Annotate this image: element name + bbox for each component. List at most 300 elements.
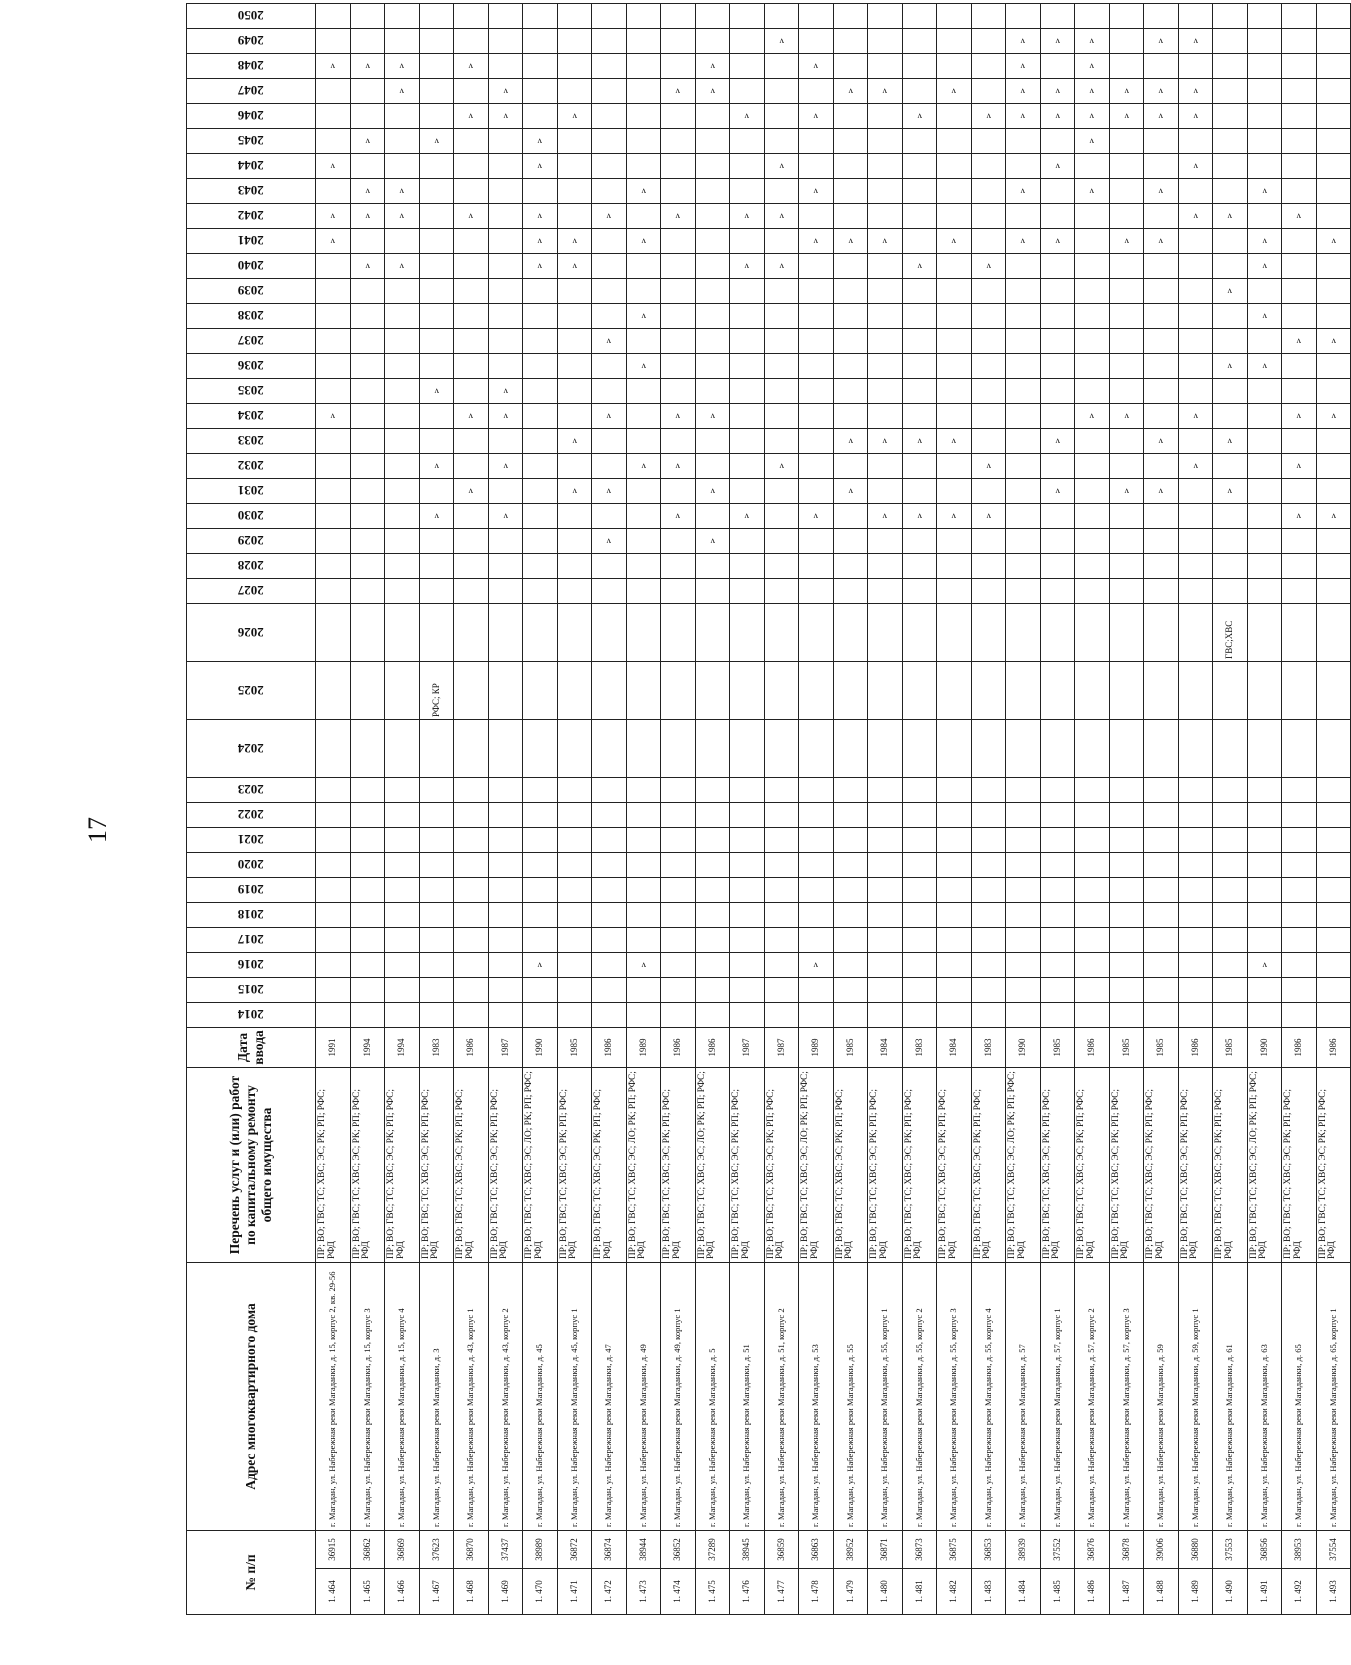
year-cell [488,828,523,853]
year-cell [661,379,696,404]
check-mark: v [537,261,542,272]
year-cell [1247,329,1282,354]
year-cell [1178,1003,1213,1028]
year-cell [1075,903,1110,928]
year-cell [488,179,523,204]
year-cell [764,79,799,104]
header-year-label: 2050 [238,7,264,23]
year-cell [454,279,489,304]
year-cell [695,354,730,379]
year-cell [557,454,592,479]
year-cell [1144,853,1179,878]
year-cell [661,29,696,54]
year-cell [902,179,937,204]
check-mark: v [848,436,853,447]
year-cell [937,828,972,853]
year-cell [350,304,385,329]
check-mark: v [606,411,611,422]
year-cell [868,379,903,404]
year-cell [937,803,972,828]
header-year [187,129,316,154]
house-address: г. Магадан, ул. Набережная реки Магаданки, д. 15, корпус 4 [385,1263,420,1531]
year-cell [764,1003,799,1028]
year-cell [1144,204,1179,229]
check-mark: v [537,236,542,247]
year-cell [1075,928,1110,953]
service-list: ПР; ВО; ГВС; ТС; ХВС; ЭС; РК; РП; РФС; РФД [1282,1068,1317,1263]
house-address: г. Магадан, ул. Набережная реки Магаданки, д. 55, корпус 4 [971,1263,1006,1531]
year-cell [350,1003,385,1028]
year-cell [350,279,385,304]
commission-date: 1983 [902,1028,937,1068]
year-cell [557,354,592,379]
year-cell [971,828,1006,853]
header-year [187,104,316,129]
house-id: 37553 [1213,1531,1248,1569]
year-cell [557,978,592,1003]
year-cell [385,229,420,254]
year-cell [1178,254,1213,279]
check-mark: v [1227,436,1232,447]
year-cell [1316,662,1351,720]
check-mark: v [779,461,784,472]
year-cell [350,978,385,1003]
year-cell [799,479,834,504]
year-cell [1282,953,1317,978]
header-year [187,29,316,54]
commission-date: 1987 [730,1028,765,1068]
year-cell [1006,104,1041,129]
year-cell [385,254,420,279]
year-cell [902,928,937,953]
year-cell [1144,54,1179,79]
year-cell [592,928,627,953]
year-cell [1144,778,1179,803]
check-mark: v [365,186,370,197]
year-cell [764,828,799,853]
year-cell [316,978,351,1003]
year-cell [1282,662,1317,720]
year-cell [454,803,489,828]
year-cell [971,179,1006,204]
commission-date: 1986 [1075,1028,1110,1068]
header-year-label: 2041 [238,232,264,248]
commission-date: 1985 [1213,1028,1248,1068]
commission-date: 1987 [764,1028,799,1068]
year-cell [661,504,696,529]
year-cell [419,179,454,204]
commission-date: 1987 [488,1028,523,1068]
year-cell [1316,29,1351,54]
year-cell [592,978,627,1003]
year-cell [799,853,834,878]
year-cell [523,79,558,104]
year-cell [488,1003,523,1028]
check-mark: v [882,436,887,447]
year-cell [316,579,351,604]
year-cell [1144,828,1179,853]
year-cell [1282,254,1317,279]
year-cell [419,329,454,354]
year-cell [937,329,972,354]
year-cell [626,853,661,878]
service-list: ПР; ВО; ГВС; ТС; ХВС; ЭС; РК; РП; РФС; РФД [971,1068,1006,1263]
year-cell [868,878,903,903]
year-cell [316,504,351,529]
year-cell [833,4,868,29]
year-cell [316,803,351,828]
year-cell [1247,1003,1282,1028]
year-cell [488,29,523,54]
year-cell [799,529,834,554]
year-cell [1316,803,1351,828]
year-cell [1144,903,1179,928]
year-cell [557,479,592,504]
year-cell [1178,803,1213,828]
commission-date: 1994 [385,1028,420,1068]
house-id: 36875 [937,1531,972,1569]
year-cell [350,554,385,579]
year-cell [626,379,661,404]
service-list: ПР; ВО; ГВС; ТС; ХВС; ЭС; РК; РП; РФС; РФД [1144,1068,1179,1263]
year-cell [557,504,592,529]
service-list: ПР; ВО; ГВС; ТС; ХВС; ЭС; ЛО; РК; РП; РФС; РФД [1247,1068,1282,1263]
year-cell [1006,154,1041,179]
year-cell [1178,778,1213,803]
commission-date: 1985 [557,1028,592,1068]
row-number: 1. 492 [1282,1569,1317,1615]
row-number: 1. 473 [626,1569,661,1615]
year-cell [971,579,1006,604]
year-cell [557,254,592,279]
year-cell [1109,79,1144,104]
house-address: г. Магадан, ул. Набережная реки Магаданки, д. 49 [626,1263,661,1531]
year-cell [1282,54,1317,79]
check-mark: v [917,511,922,522]
year-cell [488,104,523,129]
year-cell [350,604,385,662]
year-cell [1247,454,1282,479]
year-cell [868,29,903,54]
year-cell [833,229,868,254]
year-cell [454,720,489,778]
header-num: № п/п [187,1531,316,1615]
year-cell [626,604,661,662]
year-cell [316,379,351,404]
year-cell [799,254,834,279]
year-cell [1316,878,1351,903]
header-year [187,404,316,429]
year-cell [764,29,799,54]
year-cell [937,354,972,379]
year-cell [1075,803,1110,828]
header-year [187,554,316,579]
year-cell [695,304,730,329]
year-cell [350,154,385,179]
year-cell [937,429,972,454]
check-mark: v [1089,86,1094,97]
year-cell [799,354,834,379]
year-cell [1282,878,1317,903]
year-cell [937,254,972,279]
year-cell [1040,154,1075,179]
year-cell [764,379,799,404]
year-cell [695,179,730,204]
table-row [316,4,351,1615]
year-cell [419,379,454,404]
house-id: 36862 [350,1531,385,1569]
year-cell [1282,454,1317,479]
year-cell [316,778,351,803]
year-cell [937,454,972,479]
year-cell [1282,179,1317,204]
year-cell [626,554,661,579]
year-cell [1075,379,1110,404]
year-cell [833,878,868,903]
year-cell [454,129,489,154]
year-cell [1213,878,1248,903]
year-cell [1316,4,1351,29]
check-mark: v [1055,236,1060,247]
house-id: 38952 [833,1531,868,1569]
year-cell [1040,454,1075,479]
year-cell [592,29,627,54]
year-cell [1247,79,1282,104]
year-cell [971,479,1006,504]
year-cell [385,554,420,579]
check-mark: v [1055,436,1060,447]
year-cell [316,1003,351,1028]
service-list: ПР; ВО; ГВС; ТС; ХВС; ЭС; РК; РП; РФС; РФД [419,1068,454,1263]
commission-date: 1986 [454,1028,489,1068]
year-cell [488,662,523,720]
check-mark: v [503,386,508,397]
year-cell [764,479,799,504]
year-cell [695,1003,730,1028]
year-cell [350,454,385,479]
year-cell [454,254,489,279]
row-number: 1. 469 [488,1569,523,1615]
row-number: 1. 493 [1316,1569,1351,1615]
check-mark: v [1262,311,1267,322]
year-cell [626,978,661,1003]
year-cell [1178,354,1213,379]
header-year [187,1003,316,1028]
year-cell [695,379,730,404]
year-cell [1040,529,1075,554]
header-year-label: 2023 [238,781,264,797]
year-cell [1316,329,1351,354]
year-cell [592,429,627,454]
year-cell [523,928,558,953]
check-mark: v [675,211,680,222]
year-cell [764,878,799,903]
house-address: г. Магадан, ул. Набережная реки Магаданки, д. 55, корпус 1 [868,1263,903,1531]
year-cell [626,279,661,304]
year-cell [1213,154,1248,179]
year-cell [971,778,1006,803]
check-mark: v [882,236,887,247]
check-mark: v [434,511,439,522]
year-cell [350,878,385,903]
year-cell [385,828,420,853]
year-cell [971,504,1006,529]
year-cell [799,828,834,853]
check-mark: v [572,261,577,272]
year-cell [868,329,903,354]
year-cell [1040,878,1075,903]
year-cell [1006,254,1041,279]
year-cell [833,853,868,878]
check-mark: v [1020,111,1025,122]
year-cell [523,404,558,429]
year-cell [902,554,937,579]
year-cell [868,853,903,878]
year-cell [661,454,696,479]
year-cell [1316,179,1351,204]
row-number: 1. 465 [350,1569,385,1615]
header-year-label: 2049 [238,32,264,48]
year-cell [1144,662,1179,720]
year-cell [799,604,834,662]
year-cell [385,454,420,479]
check-mark: v [606,336,611,347]
check-mark: v [1227,211,1232,222]
year-cell [764,104,799,129]
year-cell [730,1003,765,1028]
header-year-label: 2044 [238,157,264,173]
year-cell [523,4,558,29]
year-cell [1282,104,1317,129]
check-mark: v [1193,36,1198,47]
year-cell [1040,429,1075,454]
year-cell [1178,404,1213,429]
year-cell [695,129,730,154]
year-cell [730,803,765,828]
year-cell [1213,104,1248,129]
check-mark: v [434,136,439,147]
year-cell [1178,229,1213,254]
service-list: ПР; ВО; ГВС; ТС; ХВС; ЭС; РК; РП; РФС; РФД [1109,1068,1144,1263]
year-cell [626,454,661,479]
check-mark: v [1158,486,1163,497]
year-cell [454,662,489,720]
year-cell [1247,579,1282,604]
check-mark: v [1158,36,1163,47]
year-cell [799,154,834,179]
year-cell [833,204,868,229]
house-address: г. Магадан, ул. Набережная реки Магаданки, д. 57, корпус 3 [1109,1263,1144,1531]
check-mark: v [606,536,611,547]
service-list: ПР; ВО; ГВС; ТС; ХВС; ЭС; РК; РП; РФС; РФД [454,1068,489,1263]
year-cell [1213,579,1248,604]
year-cell [902,720,937,778]
service-list: ПР; ВО; ГВС; ТС; ХВС; ЭС; РК; РП; РФС; РФД [557,1068,592,1263]
year-cell [833,504,868,529]
year-cell [833,254,868,279]
year-cell [523,579,558,604]
year-cell [488,579,523,604]
year-cell [1075,978,1110,1003]
year-cell [592,953,627,978]
check-mark: v [537,960,542,971]
year-cell [661,928,696,953]
year-cell [971,254,1006,279]
table-row [385,4,420,1615]
service-list: ПР; ВО; ГВС; ТС; ХВС; ЭС; РК; РП; РФС; РФД [350,1068,385,1263]
year-cell [661,1003,696,1028]
header-year-label: 2032 [238,457,264,473]
year-cell [695,279,730,304]
check-mark: v [986,261,991,272]
year-cell [316,154,351,179]
year-cell [1178,720,1213,778]
year-cell [937,554,972,579]
check-mark: v [675,511,680,522]
year-cell [1144,254,1179,279]
year-cell [592,853,627,878]
year-cell [419,454,454,479]
check-mark: v [1124,411,1129,422]
year-cell [902,529,937,554]
year-cell [1247,4,1282,29]
year-cell [695,878,730,903]
check-mark: v [330,61,335,72]
year-cell [868,928,903,953]
year-cell [1144,304,1179,329]
year-cell [937,104,972,129]
commission-date: 1986 [695,1028,730,1068]
year-cell [1040,903,1075,928]
year-cell [1213,720,1248,778]
year-cell [626,429,661,454]
header-year [187,54,316,79]
year-cell [661,778,696,803]
year-cell [488,429,523,454]
year-cell [557,953,592,978]
year-cell [1282,4,1317,29]
check-mark: v [606,211,611,222]
year-cell [1040,329,1075,354]
year-cell [1144,479,1179,504]
year-cell [799,1003,834,1028]
table-row [799,4,834,1615]
year-cell [971,104,1006,129]
year-cell [316,928,351,953]
table-row [557,4,592,1615]
check-mark: v [1193,161,1198,172]
year-cell [592,903,627,928]
year-cell [385,662,420,720]
check-mark: v [779,261,784,272]
year-cell [1316,529,1351,554]
year-cell [454,104,489,129]
year-cell [419,79,454,104]
year-cell [661,204,696,229]
year-cell [1075,529,1110,554]
year-cell [350,429,385,454]
year-note: ГВС;ХВС [1213,604,1248,662]
year-cell [1006,529,1041,554]
year-cell [730,778,765,803]
year-cell [1316,279,1351,304]
year-cell [385,803,420,828]
check-mark: v [779,161,784,172]
year-cell [902,662,937,720]
year-cell [695,803,730,828]
year-cell [799,379,834,404]
year-cell [488,329,523,354]
